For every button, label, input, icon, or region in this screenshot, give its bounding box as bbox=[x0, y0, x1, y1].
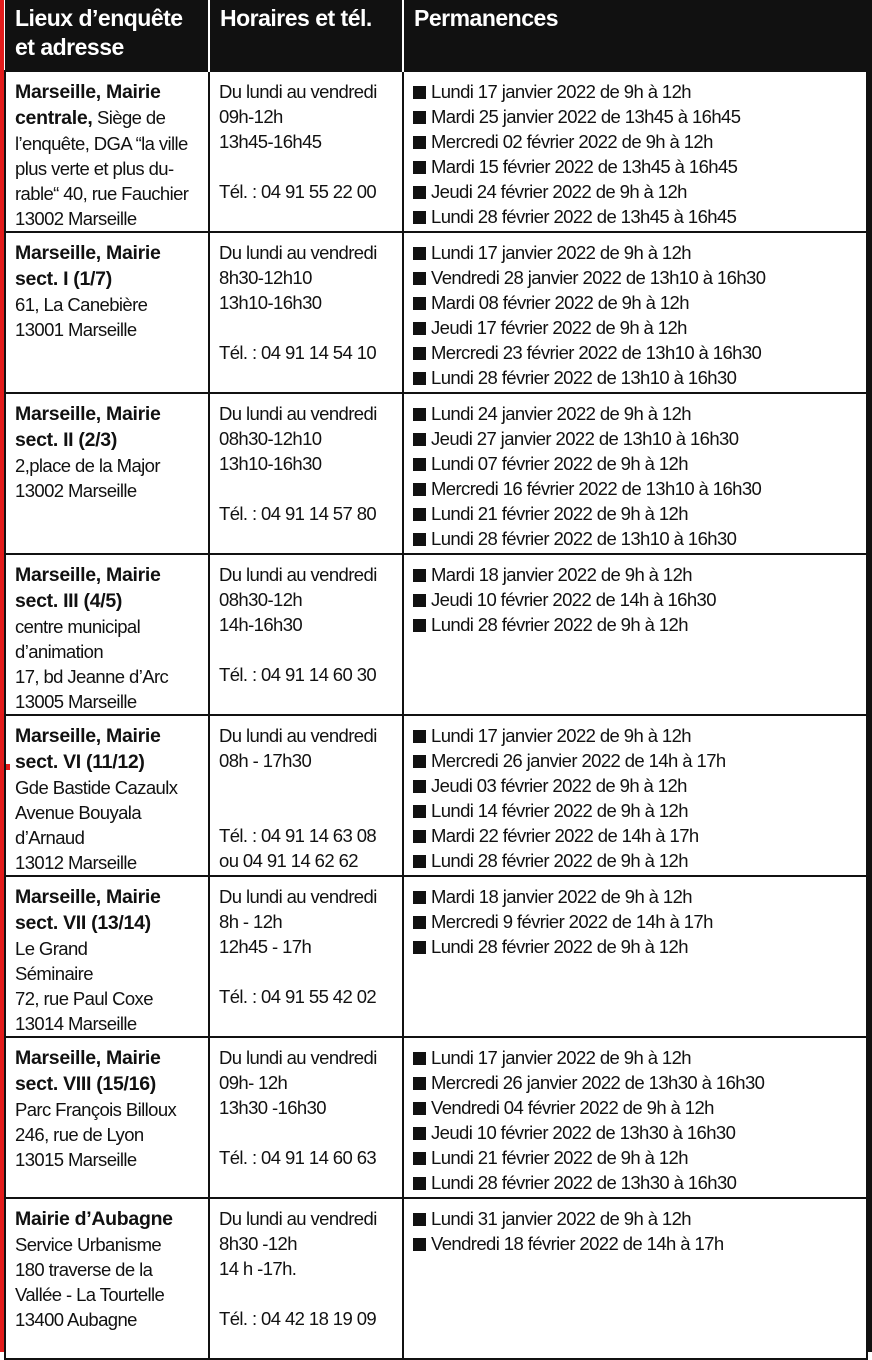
permanence-text: Lundi 28 février 2022 de 13h45 à 16h45 bbox=[431, 206, 737, 227]
permanence-text: Lundi 07 février 2022 de 9h à 12h bbox=[431, 453, 688, 474]
permanence-text: Vendredi 04 février 2022 de 9h à 12h bbox=[431, 1097, 714, 1118]
permanence-text: Mercredi 02 février 2022 de 9h à 12h bbox=[431, 131, 713, 152]
permanence-text: Mercredi 26 janvier 2022 de 14h à 17h bbox=[431, 750, 726, 771]
location-address: Le Grand Séminaire 72, rue Paul Coxe 13014 Marseille bbox=[15, 938, 153, 1034]
permanence-text: Vendredi 18 février 2022 de 14h à 17h bbox=[431, 1233, 724, 1254]
bullet-square-icon bbox=[413, 1052, 426, 1065]
location-name: Marseille, Mairie centrale, bbox=[15, 81, 161, 129]
bullet-square-icon bbox=[413, 830, 426, 843]
permanence-item bbox=[413, 340, 860, 365]
bullet-square-icon bbox=[413, 855, 426, 868]
permanences-table bbox=[4, 0, 868, 1360]
bullet-square-icon bbox=[413, 1238, 426, 1251]
permanence-item bbox=[413, 265, 860, 290]
location-address: Gde Bastide Cazaulx Avenue Bouyala d’Arnaud 13012 Marseille bbox=[15, 777, 178, 873]
permanences-cell bbox=[403, 554, 867, 715]
hours-cell bbox=[209, 554, 403, 715]
permanence-text: Mercredi 26 janvier 2022 de 13h30 à 16h30 bbox=[431, 1072, 765, 1093]
location-cell bbox=[5, 715, 209, 876]
header-lieux: Lieux d’enquête et adresse bbox=[5, 0, 209, 71]
bullet-square-icon bbox=[413, 1102, 426, 1115]
hours-cell bbox=[209, 1037, 403, 1198]
permanence-text: Mercredi 9 février 2022 de 14h à 17h bbox=[431, 911, 713, 932]
permanence-text: Jeudi 17 février 2022 de 9h à 12h bbox=[431, 317, 687, 338]
permanence-text: Lundi 17 janvier 2022 de 9h à 12h bbox=[431, 1047, 691, 1068]
location-name: Mairie d’Aubagne bbox=[15, 1208, 173, 1230]
permanence-text: Lundi 21 février 2022 de 9h à 12h bbox=[431, 503, 688, 524]
permanence-item bbox=[413, 1231, 860, 1256]
header-row bbox=[5, 0, 867, 71]
table-row bbox=[5, 393, 867, 554]
permanence-text: Mardi 18 janvier 2022 de 9h à 12h bbox=[431, 886, 692, 907]
opening-hours: Du lundi au vendredi 09h- 12h 13h30 -16h30 bbox=[219, 1047, 377, 1118]
bullet-square-icon bbox=[413, 433, 426, 446]
permanence-item bbox=[413, 204, 860, 229]
opening-hours: Du lundi au vendredi 08h - 17h30 bbox=[219, 725, 377, 771]
bullet-square-icon bbox=[413, 1177, 426, 1190]
bullet-square-icon bbox=[413, 569, 426, 582]
opening-hours: Du lundi au vendredi 8h30-12h10 13h10-16h30 bbox=[219, 242, 377, 313]
permanence-item bbox=[413, 909, 860, 934]
permanences-cell bbox=[403, 232, 867, 393]
bullet-square-icon bbox=[413, 372, 426, 385]
location-cell bbox=[5, 393, 209, 554]
permanence-item bbox=[413, 401, 860, 426]
permanence-item bbox=[413, 315, 860, 340]
permanence-text: Lundi 14 février 2022 de 9h à 12h bbox=[431, 800, 688, 821]
location-cell bbox=[5, 71, 209, 232]
bullet-square-icon bbox=[413, 111, 426, 124]
permanence-item bbox=[413, 290, 860, 315]
permanence-item bbox=[413, 129, 860, 154]
permanence-item bbox=[413, 179, 860, 204]
bullet-square-icon bbox=[413, 916, 426, 929]
bullet-square-icon bbox=[413, 86, 426, 99]
location-name: Marseille, Mairie sect. I (1/7) bbox=[15, 242, 161, 290]
bullet-square-icon bbox=[413, 508, 426, 521]
bullet-square-icon bbox=[413, 483, 426, 496]
bullet-square-icon bbox=[413, 347, 426, 360]
location-cell bbox=[5, 876, 209, 1037]
permanence-text: Jeudi 10 février 2022 de 13h30 à 16h30 bbox=[431, 1122, 736, 1143]
permanence-item bbox=[413, 1145, 860, 1170]
permanence-text: Mardi 22 février 2022 de 14h à 17h bbox=[431, 825, 699, 846]
location-cell bbox=[5, 232, 209, 393]
phone-number: Tél. : 04 91 14 54 10 bbox=[219, 342, 377, 363]
hours-cell bbox=[209, 715, 403, 876]
bullet-square-icon bbox=[413, 1077, 426, 1090]
permanences-cell bbox=[403, 876, 867, 1037]
permanence-text: Lundi 28 février 2022 de 9h à 12h bbox=[431, 614, 688, 635]
bullet-square-icon bbox=[413, 136, 426, 149]
bullet-square-icon bbox=[413, 322, 426, 335]
bullet-square-icon bbox=[413, 941, 426, 954]
permanence-item bbox=[413, 104, 860, 129]
permanence-item bbox=[413, 1170, 860, 1195]
header-permanences: Permanences bbox=[403, 0, 867, 71]
table-row bbox=[5, 1198, 867, 1359]
table-row bbox=[5, 554, 867, 715]
permanence-item bbox=[413, 823, 860, 848]
bullet-square-icon bbox=[413, 730, 426, 743]
permanence-item bbox=[413, 526, 860, 551]
opening-hours: Du lundi au vendredi 08h30-12h 14h-16h30 bbox=[219, 564, 377, 635]
location-address: 2,place de la Major 13002 Marseille bbox=[15, 455, 160, 501]
bullet-square-icon bbox=[413, 780, 426, 793]
location-name: Marseille, Mairie sect. III (4/5) bbox=[15, 564, 161, 612]
permanences-cell bbox=[403, 1198, 867, 1359]
permanence-text: Lundi 24 janvier 2022 de 9h à 12h bbox=[431, 403, 691, 424]
permanence-item bbox=[413, 476, 860, 501]
permanence-item bbox=[413, 934, 860, 959]
hours-cell bbox=[209, 232, 403, 393]
table-row bbox=[5, 715, 867, 876]
bullet-square-icon bbox=[413, 211, 426, 224]
bullet-square-icon bbox=[413, 408, 426, 421]
bullet-square-icon bbox=[413, 272, 426, 285]
phone-number: Tél. : 04 91 14 60 63 bbox=[219, 1147, 377, 1168]
bullet-square-icon bbox=[413, 533, 426, 546]
phone-number: Tél. : 04 91 14 57 80 bbox=[219, 503, 377, 524]
permanence-text: Jeudi 24 février 2022 de 9h à 12h bbox=[431, 181, 687, 202]
phone-number: Tél. : 04 91 14 60 30 bbox=[219, 664, 377, 685]
permanence-text: Mardi 15 février 2022 de 13h45 à 16h45 bbox=[431, 156, 738, 177]
location-cell bbox=[5, 1037, 209, 1198]
table-row bbox=[5, 232, 867, 393]
bullet-square-icon bbox=[413, 594, 426, 607]
permanence-item bbox=[413, 587, 860, 612]
permanence-item bbox=[413, 154, 860, 179]
permanence-text: Lundi 21 février 2022 de 9h à 12h bbox=[431, 1147, 688, 1168]
permanence-text: Lundi 28 février 2022 de 13h10 à 16h30 bbox=[431, 528, 737, 549]
hours-cell bbox=[209, 71, 403, 232]
permanence-text: Mardi 18 janvier 2022 de 9h à 12h bbox=[431, 564, 692, 585]
location-name: Marseille, Mairie sect. VI (11/12) bbox=[15, 725, 161, 773]
permanence-text: Jeudi 27 janvier 2022 de 13h10 à 16h30 bbox=[431, 428, 739, 449]
permanence-text: Lundi 17 janvier 2022 de 9h à 12h bbox=[431, 242, 691, 263]
permanence-item bbox=[413, 1045, 860, 1070]
table-row bbox=[5, 876, 867, 1037]
location-cell bbox=[5, 554, 209, 715]
location-address: centre municipal d’animation 17, bd Jeanne d’Arc 13005 Marseille bbox=[15, 616, 169, 712]
bullet-square-icon bbox=[413, 297, 426, 310]
permanence-item bbox=[413, 798, 860, 823]
permanences-cell bbox=[403, 71, 867, 232]
permanences-cell bbox=[403, 1037, 867, 1198]
opening-hours: Du lundi au vendredi 08h30-12h10 13h10-16h30 bbox=[219, 403, 377, 474]
permanence-item bbox=[413, 884, 860, 909]
permanence-text: Lundi 31 janvier 2022 de 9h à 12h bbox=[431, 1208, 691, 1229]
bullet-square-icon bbox=[413, 161, 426, 174]
bullet-square-icon bbox=[413, 1152, 426, 1165]
bullet-square-icon bbox=[413, 1127, 426, 1140]
permanence-item bbox=[413, 451, 860, 476]
permanence-text: Mercredi 16 février 2022 de 13h10 à 16h30 bbox=[431, 478, 762, 499]
permanence-text: Mardi 25 janvier 2022 de 13h45 à 16h45 bbox=[431, 106, 741, 127]
permanence-item bbox=[413, 501, 860, 526]
permanence-item bbox=[413, 1095, 860, 1120]
location-address: 61, La Canebière 13001 Marseille bbox=[15, 294, 148, 340]
permanences-cell bbox=[403, 393, 867, 554]
permanence-item bbox=[413, 1070, 860, 1095]
location-name: Marseille, Mairie sect. II (2/3) bbox=[15, 403, 161, 451]
phone-number: Tél. : 04 42 18 19 09 bbox=[219, 1308, 377, 1329]
permanence-item bbox=[413, 365, 860, 390]
bullet-square-icon bbox=[413, 891, 426, 904]
phone-number: Tél. : 04 91 14 63 08 ou 04 91 14 62 62 bbox=[219, 825, 377, 871]
permanence-item bbox=[413, 723, 860, 748]
opening-hours: Du lundi au vendredi 8h30 -12h 14 h -17h. bbox=[219, 1208, 377, 1279]
location-name: Marseille, Mairie sect. VII (13/14) bbox=[15, 886, 161, 934]
permanences-cell bbox=[403, 715, 867, 876]
location-name: Marseille, Mairie sect. VIII (15/16) bbox=[15, 1047, 161, 1095]
bullet-square-icon bbox=[413, 458, 426, 471]
permanence-text: Mardi 08 février 2022 de 9h à 12h bbox=[431, 292, 689, 313]
header-horaires: Horaires et tél. bbox=[209, 0, 403, 71]
bullet-square-icon bbox=[413, 805, 426, 818]
phone-number: Tél. : 04 91 55 22 00 bbox=[219, 181, 377, 202]
location-address: Siège de l’enquête, DGA “la ville plus verte et plus du-rable“ 40, rue Fauchier 13002 Marseille bbox=[15, 107, 189, 229]
location-cell bbox=[5, 1198, 209, 1359]
phone-number: Tél. : 04 91 55 42 02 bbox=[219, 986, 377, 1007]
permanence-text: Lundi 17 janvier 2022 de 9h à 12h bbox=[431, 725, 691, 746]
permanence-text: Vendredi 28 janvier 2022 de 13h10 à 16h30 bbox=[431, 267, 766, 288]
permanence-item bbox=[413, 1206, 860, 1231]
permanence-text: Lundi 28 février 2022 de 13h10 à 16h30 bbox=[431, 367, 737, 388]
bullet-square-icon bbox=[413, 1213, 426, 1226]
permanence-text: Jeudi 10 février 2022 de 14h à 16h30 bbox=[431, 589, 716, 610]
permanence-item bbox=[413, 773, 860, 798]
bullet-square-icon bbox=[413, 619, 426, 632]
permanence-item bbox=[413, 848, 860, 873]
permanence-item bbox=[413, 562, 860, 587]
permanence-item bbox=[413, 748, 860, 773]
permanence-item bbox=[413, 240, 860, 265]
hours-cell bbox=[209, 393, 403, 554]
table-row bbox=[5, 1037, 867, 1198]
location-address: Parc François Billoux 246, rue de Lyon 13015 Marseille bbox=[15, 1099, 177, 1170]
opening-hours: Du lundi au vendredi 8h - 12h 12h45 - 17h bbox=[219, 886, 377, 957]
permanence-item bbox=[413, 612, 860, 637]
location-address: Service Urbanisme 180 traverse de la Vallée - La Tourtelle 13400 Aubagne bbox=[15, 1234, 165, 1330]
permanence-text: Lundi 17 janvier 2022 de 9h à 12h bbox=[431, 81, 691, 102]
bullet-square-icon bbox=[413, 755, 426, 768]
bullet-square-icon bbox=[413, 186, 426, 199]
permanence-text: Lundi 28 février 2022 de 9h à 12h bbox=[431, 936, 688, 957]
hours-cell bbox=[209, 1198, 403, 1359]
table-row bbox=[5, 71, 867, 232]
permanence-text: Mercredi 23 février 2022 de 13h10 à 16h30 bbox=[431, 342, 762, 363]
permanence-text: Jeudi 03 février 2022 de 9h à 12h bbox=[431, 775, 687, 796]
permanence-text: Lundi 28 février 2022 de 13h30 à 16h30 bbox=[431, 1172, 737, 1193]
permanence-item bbox=[413, 426, 860, 451]
bullet-square-icon bbox=[413, 247, 426, 260]
permanence-text: Lundi 28 février 2022 de 9h à 12h bbox=[431, 850, 688, 871]
hours-cell bbox=[209, 876, 403, 1037]
opening-hours: Du lundi au vendredi 09h-12h 13h45-16h45 bbox=[219, 81, 377, 152]
permanence-item bbox=[413, 79, 860, 104]
permanence-item bbox=[413, 1120, 860, 1145]
